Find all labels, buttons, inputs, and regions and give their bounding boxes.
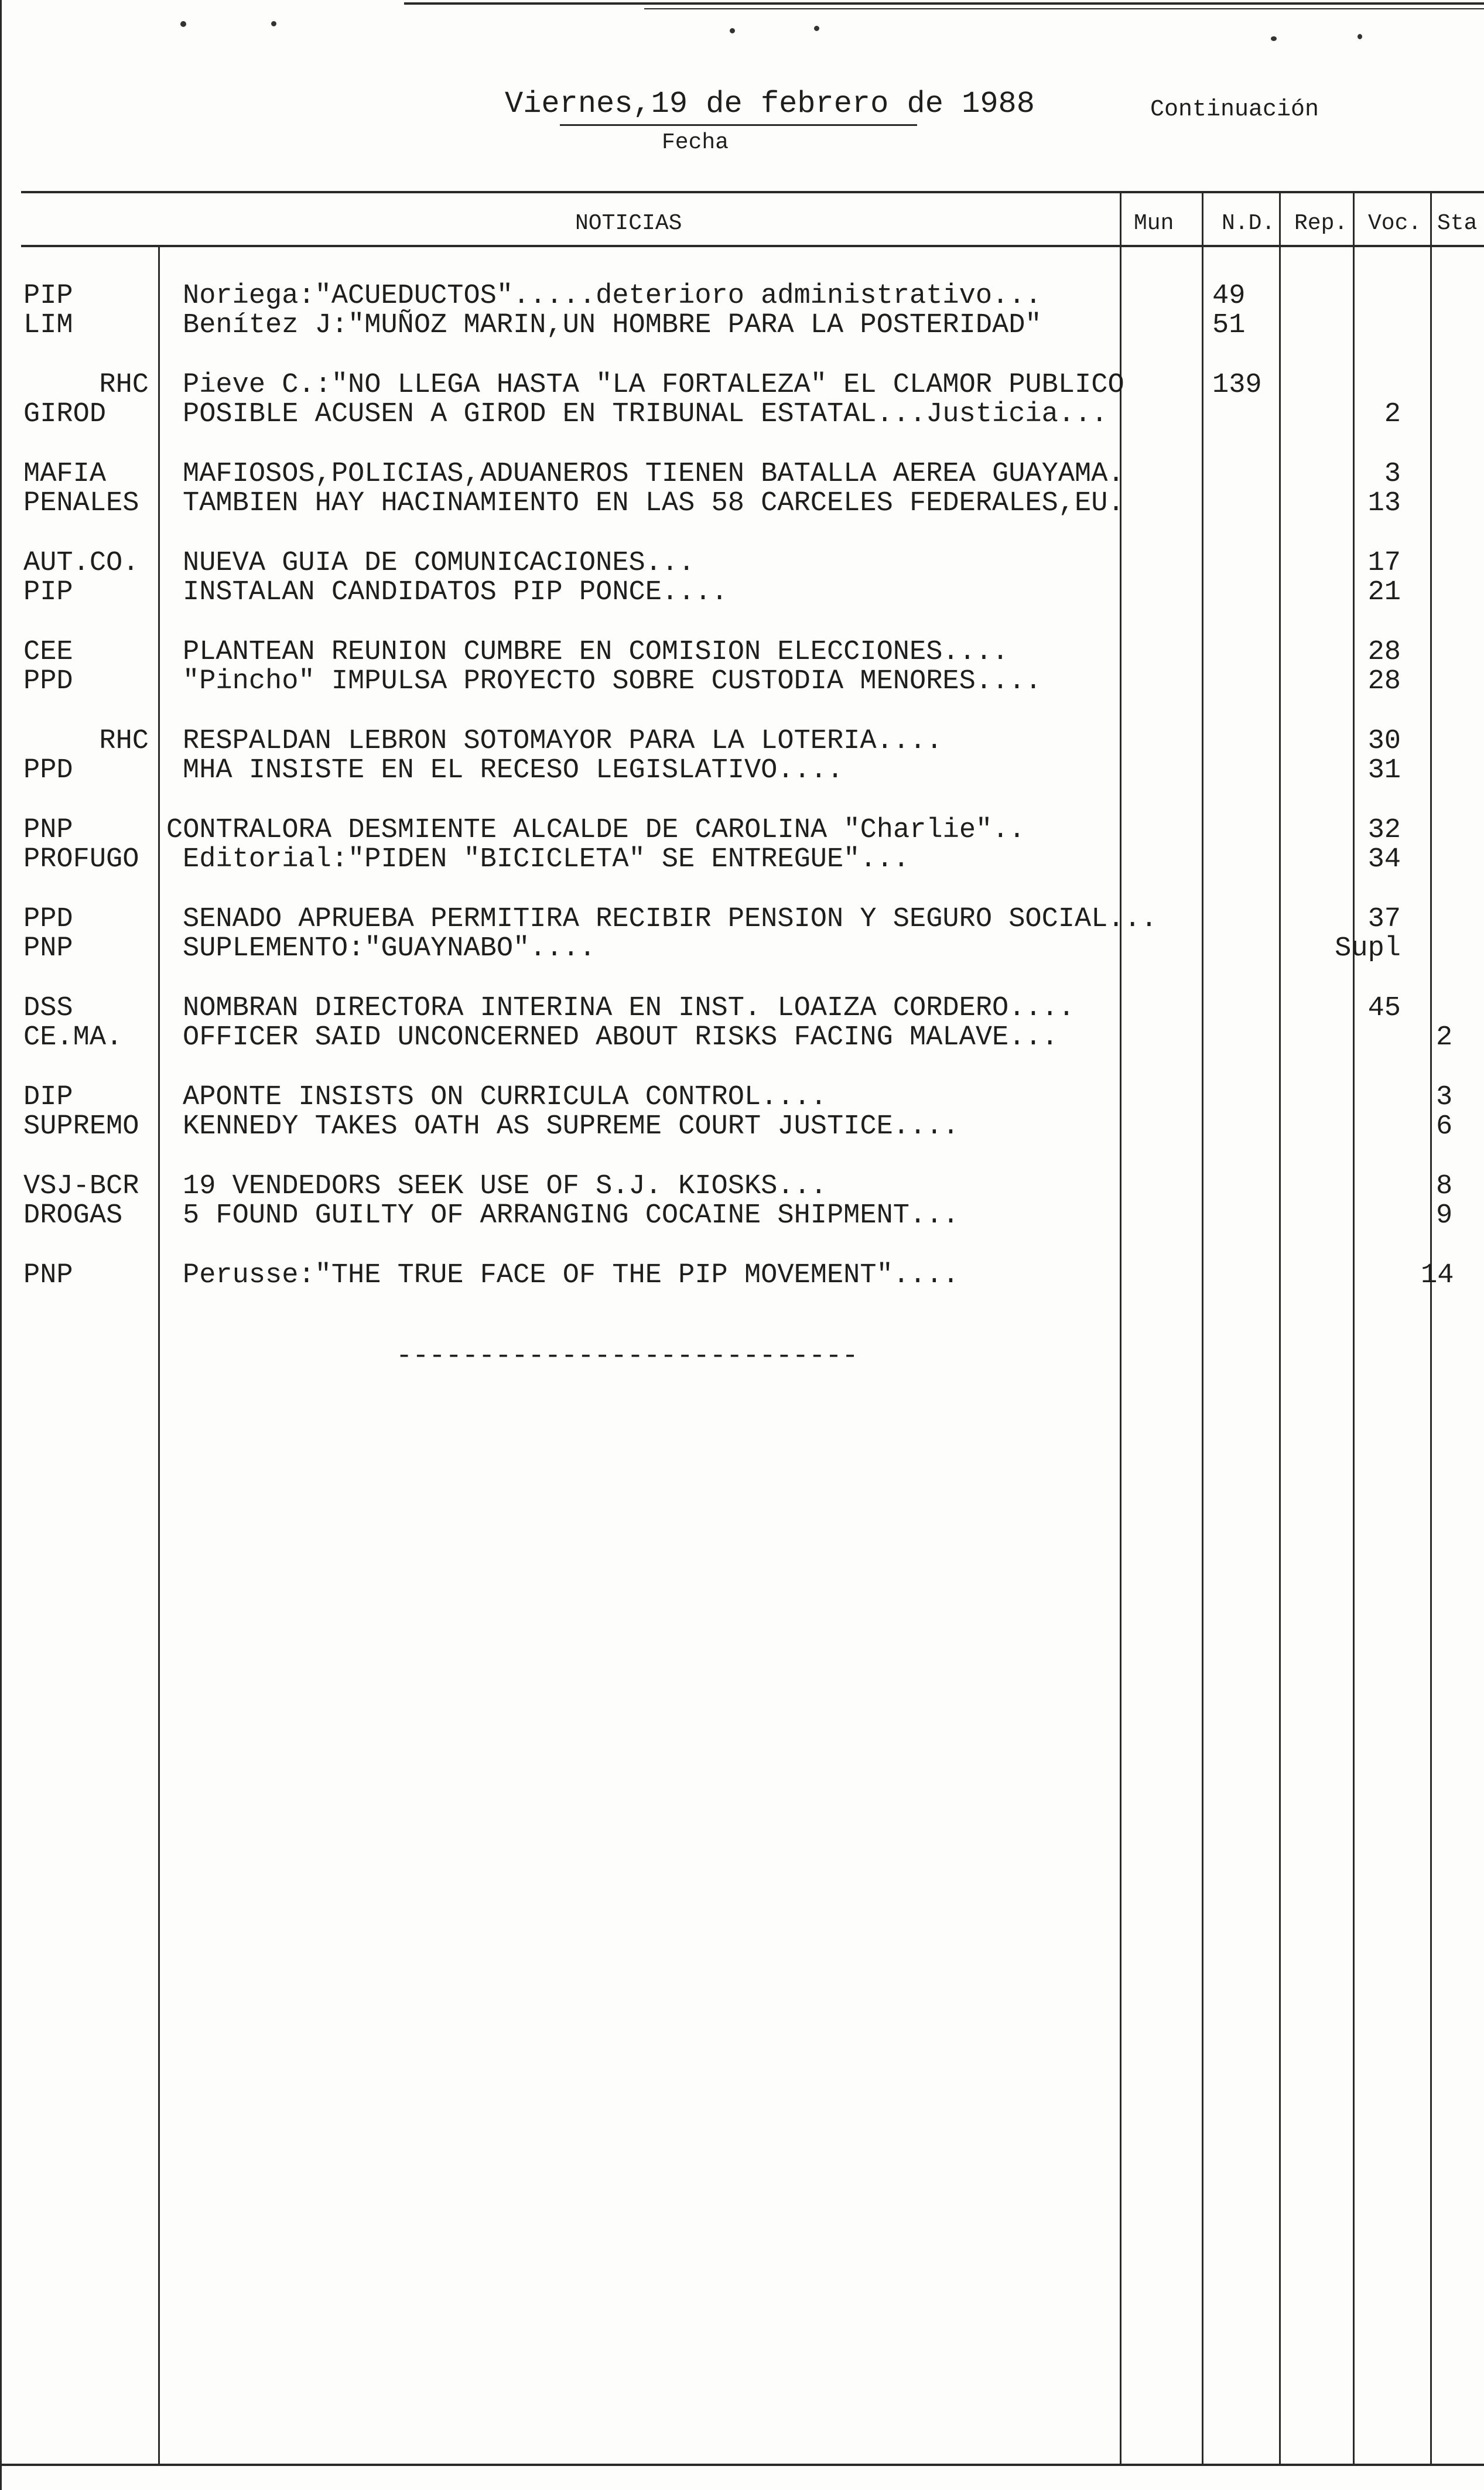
speck <box>730 28 735 33</box>
row-category: MAFIA <box>23 459 107 490</box>
row-headline: MHA INSISTE EN EL RECESO LEGISLATIVO.... <box>183 755 844 786</box>
row-voc-page: 30 <box>1367 726 1401 757</box>
column-header-mun: Mun <box>1134 211 1174 236</box>
row-voc-page: 31 <box>1367 755 1401 786</box>
row-category: DROGAS <box>23 1200 123 1231</box>
row-category: RHC <box>99 726 149 757</box>
row-category: CE.MA. <box>23 1022 123 1053</box>
column-header-nd: N.D. <box>1222 211 1276 236</box>
row-voc-page: 13 <box>1367 488 1401 519</box>
table-top-border <box>21 191 1484 193</box>
speck <box>271 21 276 26</box>
column-divider-voc <box>1353 193 1355 2464</box>
row-nd-page: 139 <box>1212 370 1262 401</box>
row-category: CEE <box>23 637 73 668</box>
row-headline: Editorial:"PIDEN "BICICLETA" SE ENTREGUE"... <box>183 844 910 875</box>
row-sta-page: 8 <box>1436 1171 1453 1202</box>
row-nd-page: 49 <box>1212 281 1246 312</box>
row-headline: "Pincho" IMPULSA PROYECTO SOBRE CUSTODIA MENORES.... <box>183 666 1042 697</box>
row-category: PPD <box>23 666 73 697</box>
row-sta-page: 6 <box>1436 1111 1453 1142</box>
row-category: VSJ-BCR <box>23 1171 139 1202</box>
row-category: SUPREMO <box>23 1111 139 1142</box>
date-underline <box>560 124 917 126</box>
row-category: AUT.CO. <box>23 548 139 579</box>
row-voc-page: 37 <box>1367 904 1401 935</box>
row-nd-page: 51 <box>1212 310 1246 341</box>
left-page-edge <box>0 0 2 2490</box>
row-headline: POSIBLE ACUSEN A GIROD EN TRIBUNAL ESTATAL...Justicia... <box>183 399 1108 430</box>
row-headline: NUEVA GUIA DE COMUNICACIONES... <box>183 548 695 579</box>
row-voc-page: Supl <box>1335 933 1401 964</box>
end-rule: ---------------------------- <box>396 1341 859 1372</box>
row-category: GIROD <box>23 399 107 430</box>
top-edge-line <box>404 2 1484 5</box>
row-headline: CONTRALORA DESMIENTE ALCALDE DE CAROLINA "Charlie".. <box>166 815 1025 846</box>
speck <box>1358 34 1362 39</box>
row-headline: PLANTEAN REUNION CUMBRE EN COMISION ELECCIONES.... <box>183 637 1009 668</box>
row-headline: Noriega:"ACUEDUCTOS".....deterioro administrativo... <box>183 281 1042 312</box>
date-caption: Fecha <box>662 130 729 155</box>
column-header-voc: Voc. <box>1368 211 1422 236</box>
row-headline: MAFIOSOS,POLICIAS,ADUANEROS TIENEN BATALLA AEREA GUAYAMA. <box>183 459 1124 490</box>
row-headline: SENADO APRUEBA PERMITIRA RECIBIR PENSION Y SEGURO SOCIAL... <box>183 904 1158 935</box>
row-headline: Benítez J:"MUÑOZ MARIN,UN HOMBRE PARA LA POSTERIDAD" <box>183 310 1042 341</box>
row-headline: 5 FOUND GUILTY OF ARRANGING COCAINE SHIPMENT... <box>183 1200 959 1231</box>
row-category: PPD <box>23 904 73 935</box>
row-category: PNP <box>23 815 73 846</box>
row-category: LIM <box>23 310 73 341</box>
column-divider-rep <box>1279 193 1281 2464</box>
row-voc-page: 2 <box>1384 399 1401 430</box>
row-voc-page: 17 <box>1367 548 1401 579</box>
column-divider-mun <box>1120 193 1121 2464</box>
row-voc-page: 28 <box>1367 637 1401 668</box>
column-header-noticias: NOTICIAS <box>575 211 682 236</box>
row-voc-page: 45 <box>1367 993 1401 1024</box>
table-bottom-border <box>0 2464 1484 2466</box>
row-category: PROFUGO <box>23 844 139 875</box>
top-edge-line-2 <box>644 8 1484 9</box>
row-category: DSS <box>23 993 73 1024</box>
row-category: PNP <box>23 1260 73 1291</box>
column-divider-category <box>158 247 160 2464</box>
continuation-label: Continuación <box>1150 97 1319 123</box>
row-sta-page: 14 <box>1421 1260 1454 1291</box>
row-voc-page: 32 <box>1367 815 1401 846</box>
row-category: PNP <box>23 933 73 964</box>
column-divider-nd <box>1202 193 1203 2464</box>
speck <box>1271 36 1277 41</box>
row-headline: NOMBRAN DIRECTORA INTERINA EN INST. LOAIZA CORDERO.... <box>183 993 1075 1024</box>
row-voc-page: 3 <box>1384 459 1401 490</box>
row-headline: RESPALDAN LEBRON SOTOMAYOR PARA LA LOTERIA.... <box>183 726 943 757</box>
speck <box>814 26 819 31</box>
column-header-rep: Rep. <box>1294 211 1348 236</box>
row-category: DIP <box>23 1082 73 1113</box>
row-headline: KENNEDY TAKES OATH AS SUPREME COURT JUSTICE.... <box>183 1111 959 1142</box>
row-headline: OFFICER SAID UNCONCERNED ABOUT RISKS FACING MALAVE... <box>183 1022 1058 1053</box>
row-category: PIP <box>23 577 73 608</box>
row-headline: 19 VENDEDORS SEEK USE OF S.J. KIOSKS... <box>183 1171 827 1202</box>
row-voc-page: 28 <box>1367 666 1401 697</box>
column-divider-sta <box>1430 193 1432 2464</box>
row-sta-page: 3 <box>1436 1082 1453 1113</box>
speck <box>180 21 186 27</box>
row-category: PIP <box>23 281 73 312</box>
row-headline: Pieve C.:"NO LLEGA HASTA "LA FORTALEZA" EL CLAMOR PUBLICO <box>183 370 1124 401</box>
row-headline: INSTALAN CANDIDATOS PIP PONCE.... <box>183 577 728 608</box>
row-voc-page: 21 <box>1367 577 1401 608</box>
row-headline: Perusse:"THE TRUE FACE OF THE PIP MOVEMENT".... <box>183 1260 959 1291</box>
row-sta-page: 2 <box>1436 1022 1453 1053</box>
row-category: PENALES <box>23 488 139 519</box>
row-category: PPD <box>23 755 73 786</box>
row-voc-page: 34 <box>1367 844 1401 875</box>
row-headline: TAMBIEN HAY HACINAMIENTO EN LAS 58 CARCELES FEDERALES,EU. <box>183 488 1124 519</box>
row-headline: APONTE INSISTS ON CURRICULA CONTROL.... <box>183 1082 827 1113</box>
column-header-sta: Sta <box>1437 211 1478 236</box>
report-date: Viernes,19 de febrero de 1988 <box>505 87 1035 121</box>
table-header-bottom-border <box>21 245 1484 247</box>
row-category: RHC <box>99 370 149 401</box>
row-headline: SUPLEMENTO:"GUAYNABO".... <box>183 933 596 964</box>
row-sta-page: 9 <box>1436 1200 1453 1231</box>
